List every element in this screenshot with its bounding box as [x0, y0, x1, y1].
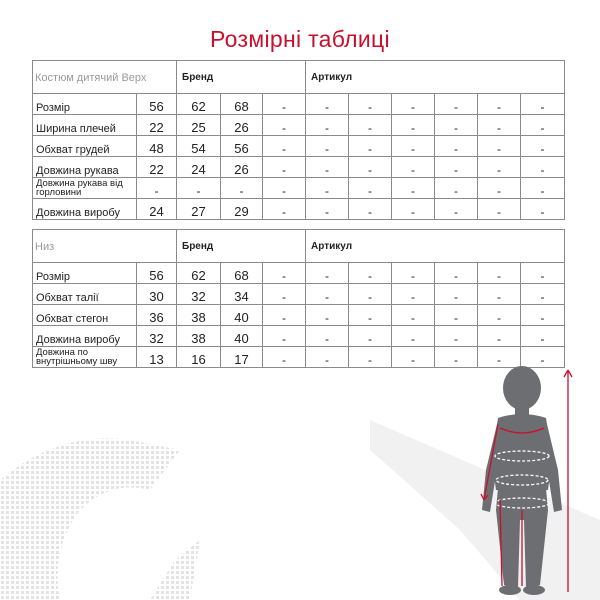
size-cell: - [392, 347, 435, 368]
size-cell: - [521, 94, 565, 115]
size-cell: - [435, 199, 478, 220]
size-cell: - [392, 94, 435, 115]
size-cell: 40 [221, 326, 263, 347]
article-label: Артикул [306, 230, 565, 263]
size-cell: - [478, 178, 521, 199]
section-label: Костюм дитячий Верх [33, 61, 177, 94]
child-silhouette-figure [460, 360, 600, 600]
size-cell: - [521, 305, 565, 326]
size-cell: 32 [177, 284, 221, 305]
size-table-bottom [32, 229, 565, 368]
size-cell: 29 [221, 199, 263, 220]
size-table-top [32, 60, 565, 220]
row-label: Довжина виробу [33, 199, 137, 220]
size-cell: - [263, 199, 306, 220]
size-cell: 26 [221, 157, 263, 178]
size-cell: - [263, 326, 306, 347]
size-cell: 36 [137, 305, 177, 326]
size-cell: 13 [137, 347, 177, 368]
size-cell: 25 [177, 115, 221, 136]
size-cell: - [478, 305, 521, 326]
row-label: Розмір [33, 94, 137, 115]
size-cell: - [349, 263, 392, 284]
size-cell: 56 [137, 94, 177, 115]
size-cell: - [221, 178, 263, 199]
size-cell: - [435, 347, 478, 368]
size-cell: 56 [221, 136, 263, 157]
size-cell: - [478, 115, 521, 136]
table-row [33, 157, 565, 178]
size-cell: - [478, 284, 521, 305]
table-row [33, 199, 565, 220]
size-cell: - [263, 115, 306, 136]
size-cell: - [263, 305, 306, 326]
size-cell: - [349, 199, 392, 220]
size-cell: 68 [221, 263, 263, 284]
size-cell: - [392, 263, 435, 284]
size-cell: - [435, 284, 478, 305]
size-cell: 32 [137, 326, 177, 347]
size-cell: - [349, 326, 392, 347]
size-cell: - [349, 157, 392, 178]
size-cell: - [349, 115, 392, 136]
size-cell: 38 [177, 305, 221, 326]
size-cell: - [177, 178, 221, 199]
size-cell: - [435, 115, 478, 136]
row-label: Розмір [33, 263, 137, 284]
size-cell: - [435, 326, 478, 347]
size-cell: 56 [137, 263, 177, 284]
table-row [33, 326, 565, 347]
size-cell: 30 [137, 284, 177, 305]
table-row [33, 136, 565, 157]
size-cell: - [263, 178, 306, 199]
size-cell: - [263, 347, 306, 368]
row-label: Довжина по внутрішньому шву [33, 347, 137, 368]
article-label: Артикул [306, 61, 565, 94]
size-cell: 62 [177, 94, 221, 115]
size-cell: - [349, 94, 392, 115]
size-cell: 48 [137, 136, 177, 157]
size-cell: - [263, 94, 306, 115]
size-cell: - [349, 136, 392, 157]
size-cell: 24 [137, 199, 177, 220]
size-cell: 40 [221, 305, 263, 326]
size-cell: - [349, 284, 392, 305]
size-cell: 38 [177, 326, 221, 347]
row-label: Обхват стегон [33, 305, 137, 326]
size-cell: - [521, 347, 565, 368]
size-cell: 34 [221, 284, 263, 305]
size-cell: - [478, 347, 521, 368]
size-cell: - [521, 284, 565, 305]
size-cell: 24 [177, 157, 221, 178]
size-cell: - [306, 305, 349, 326]
size-cell: 26 [221, 115, 263, 136]
table-row [33, 115, 565, 136]
size-cell: - [521, 136, 565, 157]
section-label: Низ [33, 230, 177, 263]
brand-label: Бренд [177, 61, 306, 94]
size-cell: - [435, 157, 478, 178]
size-cell: - [435, 94, 478, 115]
table-row [33, 263, 565, 284]
size-cell: - [392, 199, 435, 220]
size-cell: - [306, 347, 349, 368]
size-cell: 62 [177, 263, 221, 284]
size-cell: - [306, 326, 349, 347]
size-cell: - [263, 157, 306, 178]
size-cell: - [306, 136, 349, 157]
size-cell: - [306, 178, 349, 199]
size-cell: - [392, 178, 435, 199]
size-cell: - [392, 326, 435, 347]
size-cell: - [521, 157, 565, 178]
size-cell: - [435, 136, 478, 157]
size-cell: - [349, 347, 392, 368]
size-cell: - [478, 199, 521, 220]
row-label: Обхват грудей [33, 136, 137, 157]
size-cell: - [306, 199, 349, 220]
size-cell: 22 [137, 115, 177, 136]
size-cell: - [521, 178, 565, 199]
size-cell: - [392, 305, 435, 326]
table-row [33, 284, 565, 305]
size-cell: 54 [177, 136, 221, 157]
size-cell: - [392, 136, 435, 157]
row-label: Обхват талії [33, 284, 137, 305]
size-cell: - [263, 263, 306, 284]
row-label: Довжина рукава [33, 157, 137, 178]
size-cell: - [478, 94, 521, 115]
size-cell: - [137, 178, 177, 199]
size-cell: 22 [137, 157, 177, 178]
size-cell: - [521, 115, 565, 136]
size-cell: - [392, 115, 435, 136]
size-cell: - [306, 157, 349, 178]
size-cell: - [478, 136, 521, 157]
size-cell: - [263, 136, 306, 157]
size-cell: - [435, 178, 478, 199]
size-cell: - [478, 326, 521, 347]
size-cell: - [521, 326, 565, 347]
size-cell: - [306, 115, 349, 136]
size-cell: - [263, 284, 306, 305]
size-cell: 27 [177, 199, 221, 220]
size-cell: - [478, 157, 521, 178]
size-cell: 17 [221, 347, 263, 368]
size-cell: - [306, 94, 349, 115]
size-cell: 68 [221, 94, 263, 115]
row-label: Довжина виробу [33, 326, 137, 347]
size-cell: - [478, 263, 521, 284]
size-cell: - [349, 305, 392, 326]
table-row [33, 94, 565, 115]
size-cell: 16 [177, 347, 221, 368]
brand-label: Бренд [177, 230, 306, 263]
size-cell: - [349, 178, 392, 199]
size-cell: - [306, 263, 349, 284]
page-title: Розмірні таблиці [210, 26, 390, 52]
row-label: Довжина рукава від горловини [33, 178, 137, 199]
size-cell: - [435, 263, 478, 284]
table-row [33, 305, 565, 326]
size-cell: - [521, 263, 565, 284]
row-label: Ширина плечей [33, 115, 137, 136]
size-cell: - [392, 284, 435, 305]
size-cell: - [306, 284, 349, 305]
size-cell: - [435, 305, 478, 326]
table-row [33, 178, 565, 199]
size-cell: - [392, 157, 435, 178]
size-cell: - [521, 199, 565, 220]
table-header-row [33, 61, 565, 94]
table-header-row [33, 230, 565, 263]
